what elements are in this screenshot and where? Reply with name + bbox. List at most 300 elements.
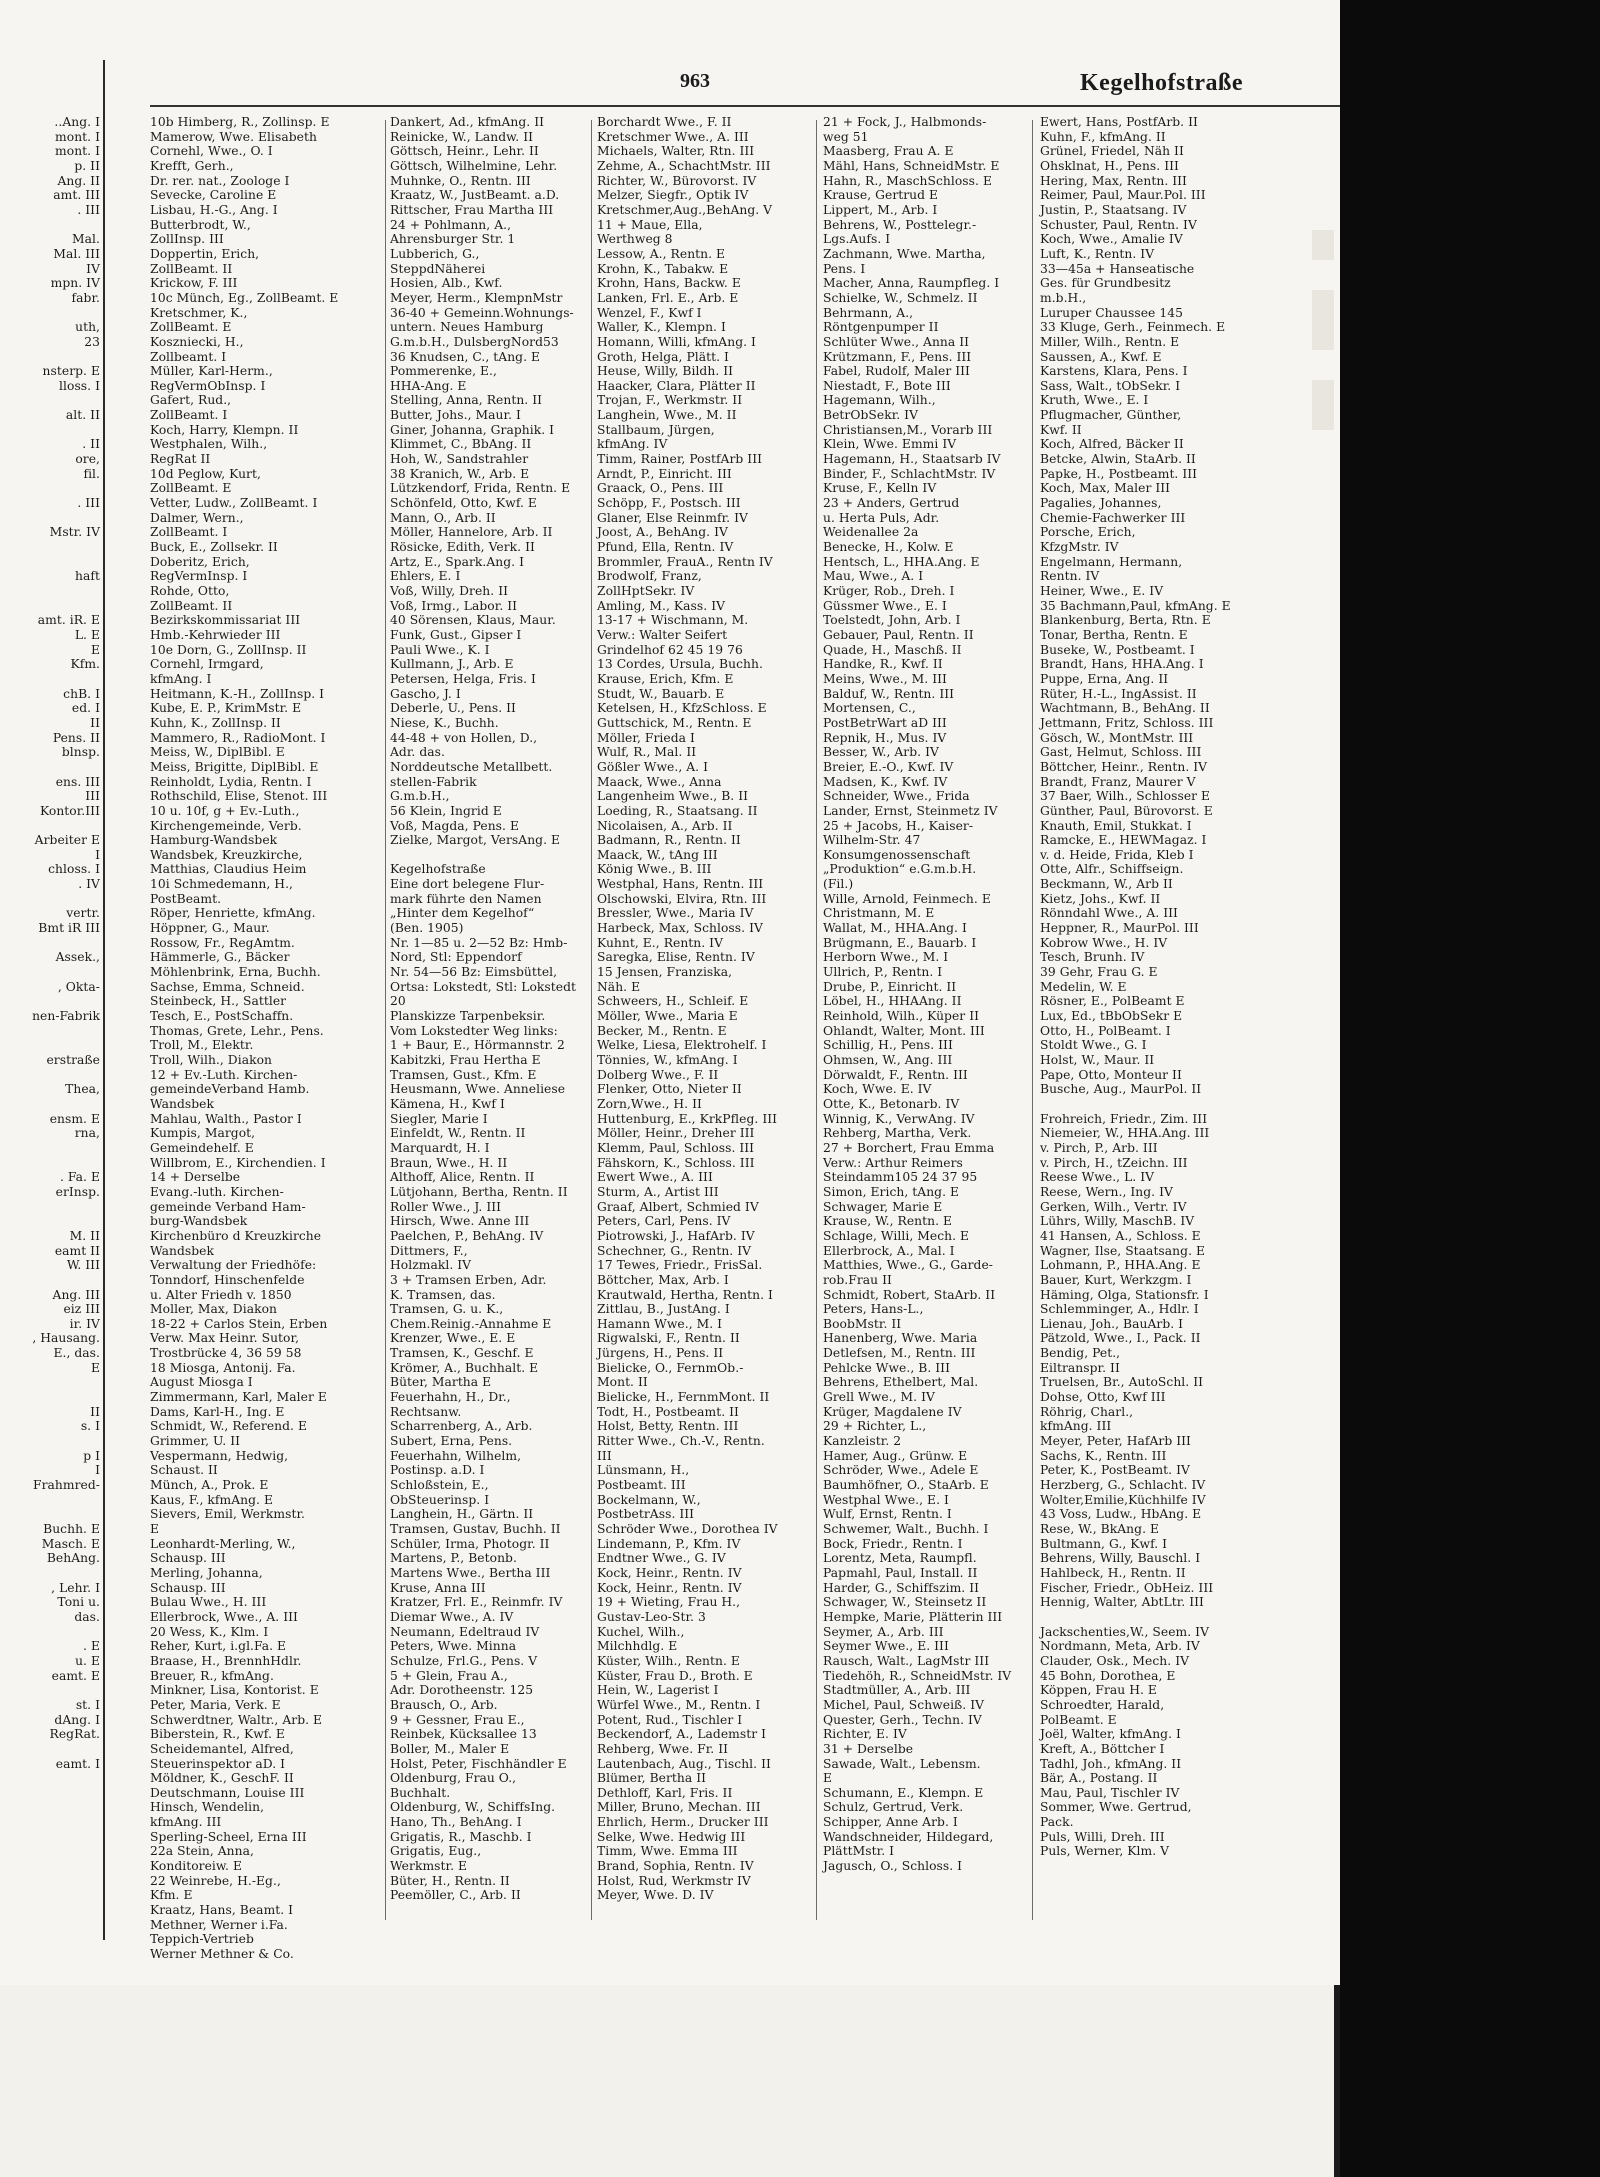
directory-entry: Jackschenties,W., Seem. IV	[1040, 1624, 1209, 1639]
directory-entry: Postbeamt. III	[597, 1478, 686, 1493]
directory-entry: Assek.,	[55, 950, 100, 965]
directory-entry: HHA-Ang. E	[390, 378, 467, 393]
directory-entry: Löbel, H., HHAAng. II	[823, 994, 962, 1009]
directory-entry: Schausp. III	[150, 1580, 226, 1595]
directory-entry	[0, 306, 100, 321]
directory-entry: Braase, H., BrennhHdlr.	[150, 1653, 302, 1668]
directory-entry: Ahrensburger Str. 1	[390, 232, 516, 247]
directory-entry: Tramsen, K., Geschf. E	[390, 1346, 534, 1361]
directory-entry: Wandsbek	[150, 1243, 215, 1258]
directory-entry: Sturm, A., Artist III	[597, 1184, 719, 1199]
directory-entry: Vetter, Ludw., ZollBeamt. I	[150, 496, 318, 511]
directory-entry: Heusmann, Wwe. Anneliese	[390, 1082, 566, 1097]
directory-entry: Althoff, Alice, Rentn. II	[390, 1170, 535, 1185]
directory-entry: Schulz, Gertrud, Verk.	[823, 1800, 964, 1815]
directory-entry: Scharrenberg, A., Arb.	[390, 1419, 533, 1434]
directory-entry: Tramsen, G. u. K.,	[390, 1302, 504, 1317]
directory-entry: Eiltranspr. II	[1040, 1360, 1120, 1375]
directory-entry: Ewert, Hans, PostfArb. II	[1040, 115, 1198, 129]
directory-entry: mpn. IV	[50, 276, 100, 291]
directory-entry: Siegler, Marie I	[390, 1111, 488, 1126]
directory-entry: Bockelmann, W.,	[597, 1492, 701, 1507]
directory-entry: Jettmann, Fritz, Schloss. III	[1040, 715, 1214, 730]
directory-entry: 23	[84, 334, 100, 349]
directory-entry: Bmt iR III	[38, 921, 100, 936]
directory-entry: Ehrlich, Herm., Drucker III	[597, 1815, 769, 1830]
directory-entry: Adr. das.	[390, 745, 445, 760]
directory-entry: Mal.	[72, 232, 100, 247]
directory-entry: Krause, Erich, Kfm. E	[597, 671, 734, 686]
directory-entry: Matthias, Claudius Heim	[150, 862, 307, 877]
directory-entry: Pack.	[1040, 1815, 1074, 1830]
directory-entry	[0, 1625, 100, 1640]
directory-entry: Krohn, Hans, Backw. E	[597, 276, 741, 291]
directory-entry	[0, 599, 100, 614]
directory-entry: Becker, M., Rentn. E	[597, 1023, 727, 1038]
directory-entry: Maack, W., tAng III	[597, 847, 718, 862]
directory-entry: Amling, M., Kass. IV	[597, 598, 726, 613]
directory-entry: Mortensen, C.,	[823, 701, 916, 716]
directory-entry: Schloßstein, E.,	[390, 1478, 489, 1493]
directory-entry: Giner, Johanna, Graphik. I	[390, 422, 555, 437]
directory-entry: Sawade, Walt., Lebensm.	[823, 1756, 981, 1771]
directory-entry: Nicolaisen, A., Arb. II	[597, 818, 733, 833]
directory-entry: Holst, Peter, Fischhändler E	[390, 1756, 567, 1771]
directory-entry: Mammero, R., RadioMont. I	[150, 730, 326, 745]
directory-entry: Vom Lokstedter Weg links:	[390, 1023, 558, 1038]
directory-entry: Kruse, Anna III	[390, 1580, 486, 1595]
directory-entry: 45 Bohn, Dorothea, E	[1040, 1668, 1176, 1683]
directory-entry: Rausch, Walt., LagMstr III	[823, 1653, 990, 1668]
directory-entry: Kruth, Wwe., E. I	[1040, 393, 1149, 408]
directory-entry: Bauer, Kurt, Werkzgm. I	[1040, 1272, 1192, 1287]
directory-entry: Kobrow Wwe., H. IV	[1040, 935, 1168, 950]
directory-entry: Nr. 54—56 Bz: Eimsbüttel,	[390, 965, 558, 980]
directory-entry: 10 u. 10f, g + Ev.-Luth.,	[150, 803, 300, 818]
directory-entry: Knauth, Emil, Stukkat. I	[1040, 818, 1192, 833]
directory-entry: u. Alter Friedh v. 1850	[150, 1287, 292, 1302]
directory-entry: Papke, H., Postbeamt. III	[1040, 466, 1198, 481]
directory-entry: mont. I	[55, 144, 100, 159]
directory-entry	[0, 1024, 100, 1039]
directory-entry: Pfund, Ella, Rentn. IV	[597, 540, 734, 555]
directory-entry: Chem.Reinig.-Annahme E	[390, 1316, 552, 1331]
directory-entry: Wallat, M., HHA.Ang. I	[823, 921, 967, 936]
directory-entry	[0, 672, 100, 687]
directory-entry: Kirchenbüro d Kreuzkirche	[150, 1228, 322, 1243]
directory-entry: Michel, Paul, Schweiß. IV	[823, 1697, 985, 1712]
directory-entry: Krützmann, F., Pens. III	[823, 349, 972, 364]
directory-entry: Deberle, U., Pens. II	[390, 701, 516, 716]
directory-entry: Rese, W., BkAng. E	[1040, 1522, 1160, 1536]
directory-entry: Heuse, Willy, Bildh. II	[597, 364, 734, 379]
directory-entry: Reinholdt, Lydia, Rentn. I	[150, 774, 312, 789]
directory-entry: Blümer, Bertha II	[597, 1771, 707, 1786]
directory-entry: Richter, W., Bürovorst. IV	[597, 173, 757, 188]
directory-entry: Hein, W., Lagerist I	[597, 1683, 719, 1698]
directory-entry	[0, 555, 100, 570]
directory-entry: Mstr. IV	[49, 525, 100, 540]
directory-entry: Weidenallee 2a	[823, 525, 919, 540]
directory-entry: Niese, K., Buchh.	[390, 715, 499, 730]
directory-entry: ed. I	[71, 701, 100, 716]
directory-entry: BetrObSekr. IV	[823, 408, 919, 423]
column-divider	[1032, 120, 1033, 1920]
directory-entry: BehAng.	[46, 1551, 100, 1566]
directory-entry: Kuhnt, E., Rentn. IV	[597, 935, 724, 950]
directory-entry: Holst, Rud, Werkmstr IV	[597, 1873, 751, 1888]
directory-entry: Voß, Willy, Dreh. II	[390, 584, 509, 598]
directory-entry: erInsp.	[55, 1184, 100, 1199]
directory-entry: Hano, Th., BehAng. I	[390, 1815, 522, 1830]
directory-entry: Gerken, Wilh., Vertr. IV	[1040, 1199, 1187, 1214]
directory-entry: Michaels, Walter, Rtn. III	[597, 144, 755, 159]
page-gutter	[103, 60, 105, 1940]
directory-entry: Göttsch, Wilhelmine, Lehr.	[390, 158, 558, 173]
directory-entry: Karstens, Klara, Pens. I	[1040, 364, 1188, 379]
directory-entry: Gascho, J. I	[390, 686, 461, 701]
directory-entry: Justin, P., Staatsang. IV	[1040, 202, 1187, 217]
directory-entry: gemeinde Verband Ham-	[150, 1199, 306, 1214]
directory-entry: Hirsch, Wwe. Anne III	[390, 1214, 530, 1229]
directory-entry: 10b Himberg, R., Zollinsp. E	[150, 115, 330, 129]
directory-entry: ZollBeamt. E	[150, 481, 232, 496]
directory-entry: Krickow, F. III	[150, 276, 238, 291]
directory-entry: Balduf, W., Rentn. III	[823, 686, 955, 701]
directory-entry: Buseke, W., Postbeamt. I	[1040, 642, 1195, 657]
directory-entry: I	[95, 847, 100, 862]
directory-entry: August Miosga I	[150, 1375, 253, 1390]
directory-entry: mont. I	[55, 129, 100, 144]
directory-entry: ZollBeamt. I	[150, 525, 228, 540]
directory-entry: 3 + Tramsen Erben, Adr.	[390, 1272, 547, 1287]
directory-entry: Clauder, Osk., Mech. IV	[1040, 1653, 1190, 1668]
directory-entry: Handke, R., Kwf. II	[823, 657, 943, 672]
directory-entry: Kuhn, F., kfmAng. II	[1040, 129, 1166, 144]
directory-entry: 18-22 + Carlos Stein, Erben	[150, 1316, 328, 1331]
directory-entry: Binder, F., SchlachtMstr. IV	[823, 466, 996, 481]
directory-entry: vertr.	[66, 906, 100, 921]
directory-entry: Mal. III	[53, 246, 100, 261]
directory-entry: Reher, Kurt, i.gl.Fa. E	[150, 1639, 287, 1654]
directory-entry: Petersen, Helga, Fris. I	[390, 671, 536, 686]
directory-entry: kfmAng. III	[150, 1815, 222, 1830]
directory-entry: Kruse, F., Kelln IV	[823, 481, 937, 496]
directory-entry: Graaf, Albert, Schmied IV	[597, 1199, 759, 1214]
directory-entry: Möller, Wwe., Maria E	[597, 1009, 738, 1024]
directory-entry: Gast, Helmut, Schloss. III	[1040, 745, 1202, 760]
directory-entry	[0, 481, 100, 496]
directory-entry: Nr. 1—85 u. 2—52 Bz: Hmb-	[390, 935, 568, 950]
directory-entry: Methner, Werner i.Fa.	[150, 1917, 288, 1932]
directory-entry: Breier, E.-O., Kwf. IV	[823, 759, 954, 774]
directory-entry: 37 Baer, Wilh., Schlosser E	[1040, 789, 1211, 804]
directory-entry: Sevecke, Caroline E	[150, 188, 277, 203]
directory-entry: Beckmann, W., Arb II	[1040, 877, 1173, 892]
directory-entry: Nord, Stl: Eppendorf	[390, 950, 522, 965]
directory-entry: Zorn,Wwe., H. II	[597, 1096, 702, 1111]
directory-entry: Ullrich, P., Rentn. I	[823, 965, 943, 980]
directory-entry: Schröder Wwe., Dorothea IV	[597, 1522, 778, 1536]
directory-entry: Dalmer, Wern.,	[150, 510, 244, 525]
directory-entry: Kaus, F., kfmAng. E	[150, 1492, 273, 1507]
directory-entry: 27 + Borchert, Frau Emma	[823, 1140, 995, 1155]
directory-entry: Rösicke, Edith, Verk. II	[390, 540, 535, 555]
directory-entry: eamt II	[54, 1243, 100, 1258]
directory-entry: lloss. I	[59, 378, 100, 393]
directory-entry: Cornehl, Irmgard,	[150, 657, 264, 672]
directory-entry: Grigatis, Eug.,	[390, 1844, 482, 1859]
directory-entry: Saregka, Elise, Rentn. IV	[597, 950, 755, 965]
directory-entry: 20	[390, 994, 406, 1009]
directory-entry: Toelstedt, John, Arb. I	[823, 613, 961, 628]
directory-entry: Lienau, Joh., BauArb. I	[1040, 1316, 1184, 1331]
directory-entry	[0, 511, 100, 526]
directory-entry: rob.Frau II	[823, 1272, 892, 1287]
directory-entry: 5 + Glein, Frau A.,	[390, 1668, 508, 1683]
directory-entry: Tesch, E., PostSchaffn.	[150, 1009, 294, 1024]
directory-entry: Ramcke, E., HEWMagaz. I	[1040, 833, 1207, 848]
directory-entry: 33 Kluge, Gerh., Feinmech. E	[1040, 320, 1226, 335]
directory-entry: Niestadt, F., Bote III	[823, 378, 951, 393]
directory-entry: Sachse, Emma, Schneid.	[150, 979, 305, 994]
directory-entry: 24 + Pohlmann, A.,	[390, 217, 512, 232]
directory-entry: Gösch, W., MontMstr. III	[1040, 730, 1194, 745]
directory-entry: Koch, Wwe. E. IV	[823, 1082, 932, 1097]
directory-entry	[0, 1097, 100, 1112]
directory-entry: Zielke, Margot, VersAng. E	[390, 833, 561, 848]
directory-entry: Schöpp, F., Postsch. III	[597, 496, 741, 511]
directory-entry: Hempke, Marie, Plätterin III	[823, 1609, 1003, 1624]
directory-entry: Schwemer, Walt., Buchh. I	[823, 1522, 989, 1536]
directory-entry: Böttcher, Heinr., Rentn. IV	[1040, 759, 1208, 774]
directory-entry: Kretschmer Wwe., A. III	[597, 129, 749, 144]
directory-entry: Ges. für Grundbesitz	[1040, 276, 1171, 291]
directory-entry: das.	[74, 1609, 100, 1624]
directory-entry: Ritter Wwe., Ch.-V., Rentn.	[597, 1434, 765, 1449]
directory-entry: Ohmsen, W., Ang. III	[823, 1053, 953, 1067]
directory-entry: Heitmann, K.-H., ZollInsp. I	[150, 686, 325, 701]
directory-entry: Göttsch, Heinr., Lehr. II	[390, 144, 539, 159]
directory-entry: Werner Methner & Co.	[150, 1947, 294, 1962]
directory-entry: Madsen, K., Kwf. IV	[823, 774, 948, 789]
directory-entry: Heppner, R., MaurPol. III	[1040, 921, 1199, 936]
directory-entry: Bär, A., Postang. II	[1040, 1771, 1158, 1786]
directory-entry: Rönndahl Wwe., A. III	[1040, 906, 1178, 921]
directory-entry: Reinhold, Wilh., Küper II	[823, 1009, 980, 1024]
directory-entry: Kretschmer,Aug.,BehAng. V	[597, 202, 773, 217]
directory-entry: (Ben. 1905)	[390, 921, 464, 936]
directory-entry: Merling, Johanna,	[150, 1565, 263, 1580]
directory-entry: Schwerdtner, Waltr., Arb. E	[150, 1712, 323, 1727]
directory-entry: Meyer, Wwe. D. IV	[597, 1888, 714, 1903]
directory-entry: Rittscher, Frau Martha III	[390, 202, 554, 217]
directory-entry: st. I	[75, 1697, 100, 1712]
directory-entry: uth,	[75, 320, 100, 335]
page-number: 963	[680, 70, 710, 92]
directory-entry: Klein, Wwe. Emmi IV	[823, 437, 957, 452]
directory-entry: Müller, Karl-Herm.,	[150, 364, 273, 379]
directory-entry: Koch, Max, Maler III	[1040, 481, 1171, 496]
directory-entry: Ang. III	[52, 1287, 100, 1302]
directory-entry: Meiss, W., DiplBibl. E	[150, 745, 285, 760]
directory-entry: Dethloff, Karl, Fris. II	[597, 1785, 733, 1800]
directory-entry	[0, 936, 100, 951]
directory-entry: s. I	[80, 1419, 100, 1434]
directory-entry: mark führte den Namen	[390, 891, 542, 906]
directory-entry: Thea,	[65, 1082, 100, 1097]
directory-entry: ZollHptSekr. IV	[597, 584, 695, 598]
directory-entry: BoobMstr. II	[823, 1316, 902, 1331]
directory-entry: Moller, Max, Diakon	[150, 1302, 278, 1317]
directory-entry: Jagusch, O., Schloss. I	[823, 1859, 963, 1874]
directory-entry	[390, 848, 590, 863]
directory-entry: Zittlau, B., JustAng. I	[597, 1302, 730, 1317]
directory-entry: Buchhalt.	[390, 1785, 451, 1800]
directory-entry: Schroedter, Harald,	[1040, 1697, 1165, 1712]
directory-entry: ZollInsp. III	[150, 232, 224, 247]
directory-entry	[0, 350, 100, 365]
directory-entry: Troll, Wilh., Diakon	[150, 1053, 272, 1067]
directory-entry: Sperling-Scheel, Erna III	[150, 1829, 307, 1844]
column-5	[1040, 115, 1255, 1925]
directory-entry: Minkner, Lisa, Kontorist. E	[150, 1683, 319, 1698]
directory-entry: ZollBeamt. E	[150, 320, 232, 335]
directory-entry: 1 + Baur, E., Hörmannstr. 2	[390, 1038, 565, 1053]
directory-entry: Ortsa: Lokstedt, Stl: Lokstedt	[390, 979, 576, 994]
directory-entry: Toni u.	[57, 1595, 100, 1610]
directory-entry: Rehberg, Wwe. Fr. II	[597, 1741, 729, 1756]
directory-entry: Chemie-Fachwerker III	[1040, 510, 1186, 525]
directory-entry: I	[95, 1463, 100, 1478]
directory-entry: Blankenburg, Berta, Rtn. E	[1040, 613, 1211, 628]
directory-entry: Konditoreiw. E	[150, 1859, 242, 1874]
directory-entry: M. II	[69, 1228, 100, 1243]
directory-entry: KfzgMstr. IV	[1040, 540, 1119, 555]
directory-entry: . III	[77, 496, 100, 511]
directory-entry: Schmidt, Robert, StaArb. II	[823, 1287, 996, 1302]
directory-entry: Marquardt, H. I	[390, 1140, 490, 1155]
directory-entry: 36-40 + Gemeinn.Wohnungs-	[390, 305, 574, 320]
directory-entry: Dams, Karl-H., Ing. E	[150, 1404, 285, 1419]
directory-entry: L. E	[74, 627, 100, 642]
directory-entry: Schaust. II	[150, 1463, 218, 1478]
directory-entry: Gebauer, Paul, Rentn. II	[823, 627, 974, 642]
directory-entry: Rohde, Otto,	[150, 584, 230, 598]
directory-entry: p I	[83, 1448, 100, 1463]
directory-entry: ens. III	[55, 774, 100, 789]
directory-entry: Drube, P., Einricht. II	[823, 979, 957, 994]
directory-entry: Tramsen, Gust., Kfm. E	[390, 1067, 537, 1082]
directory-entry: Fähskorn, K., Schloss. III	[597, 1155, 755, 1170]
directory-entry: Rechtsanw.	[390, 1404, 462, 1419]
directory-entry: Bielicke, O., FernmOb.-	[597, 1360, 744, 1375]
directory-entry: Bendig, Pet.,	[1040, 1346, 1121, 1361]
directory-entry: Ellerbrock, A., Mal. I	[823, 1243, 955, 1258]
directory-entry: Kfm. E	[150, 1888, 193, 1903]
directory-entry: Tönnies, W., kfmAng. I	[597, 1053, 738, 1067]
directory-entry: Hamer, Aug., Grünw. E	[823, 1448, 968, 1463]
directory-entry: Dankert, Ad., kfmAng. II	[390, 115, 545, 129]
directory-entry: (Fil.)	[823, 877, 854, 892]
directory-entry: Schumann, E., Klempn. E	[823, 1785, 984, 1800]
directory-entry: 31 + Derselbe	[823, 1741, 914, 1756]
directory-entry: Brandt, Franz, Maurer V	[1040, 774, 1196, 789]
directory-entry: Lgs.Aufs. I	[823, 232, 891, 247]
directory-entry: Dohse, Otto, Kwf III	[1040, 1390, 1166, 1405]
directory-entry: untern. Neues Hamburg	[390, 320, 544, 335]
directory-entry: Saussen, A., Kwf. E	[1040, 349, 1162, 364]
directory-entry: Frahmred-	[33, 1478, 100, 1493]
directory-entry: Möller, Frieda I	[597, 730, 695, 745]
directory-entry: 25 + Jacobs, H., Kaiser-	[823, 818, 974, 833]
column-4	[823, 115, 1028, 1925]
directory-entry: Trojan, F., Werkmstr. II	[597, 393, 743, 408]
directory-entry: Wille, Arnold, Feinmech. E	[823, 891, 991, 906]
directory-entry: Lindemann, P., Kfm. IV	[597, 1536, 741, 1551]
directory-entry: 33—45a + Hanseatische	[1040, 261, 1195, 276]
directory-entry: Beckendorf, A., Lademstr I	[597, 1727, 767, 1742]
directory-entry: Schlemminger, A., Hdlr. I	[1040, 1302, 1199, 1317]
directory-entry: Böttcher, Max, Arb. I	[597, 1272, 729, 1287]
directory-entry: Endtner Wwe., G. IV	[597, 1551, 726, 1566]
directory-entry: Dörwaldt, F., Rentn. III	[823, 1067, 968, 1082]
directory-entry: Schönfeld, Otto, Kwf. E	[390, 496, 537, 511]
directory-entry: Loeding, R., Staatsang. II	[597, 803, 758, 818]
directory-entry: , Okta-	[57, 979, 100, 994]
directory-entry: Piotrowski, J., HafArb. IV	[597, 1228, 755, 1243]
directory-entry: Ang. II	[57, 173, 100, 188]
directory-entry: Repnik, H., Mus. IV	[823, 730, 947, 745]
directory-entry: Wandschneider, Hildegard,	[823, 1829, 994, 1844]
directory-entry: ZollBeamt. II	[150, 261, 233, 276]
directory-entry: , Hausang.	[32, 1331, 100, 1346]
directory-entry: eiz III	[63, 1302, 100, 1317]
directory-entry: Todt, H., Postbeamt. II	[597, 1404, 739, 1419]
directory-entry: Voß, Irmg., Labor. II	[390, 598, 518, 613]
running-street-title: Kegelhofstraße	[1080, 70, 1243, 96]
directory-entry: Busche, Aug., MaurPol. II	[1040, 1082, 1202, 1097]
directory-entry: u. E	[75, 1653, 100, 1668]
directory-entry: Stallbaum, Jürgen,	[597, 422, 715, 437]
directory-entry: PolBeamt. E	[1040, 1712, 1117, 1727]
directory-entry: Buchh. E	[43, 1522, 100, 1536]
directory-entry: Roller Wwe., J. III	[390, 1199, 502, 1214]
directory-entry: ObSteuerinsp. I	[390, 1492, 490, 1507]
directory-entry: Röper, Henriette, kfmAng.	[150, 906, 316, 921]
directory-entry: ZollBeamt. I	[150, 408, 228, 423]
directory-entry: PostbetrAss. III	[597, 1507, 695, 1522]
directory-entry: Breuer, R., kfmAng.	[150, 1668, 274, 1683]
directory-entry: eamt. I	[55, 1756, 100, 1771]
directory-entry: Besser, W., Arb. IV	[823, 745, 939, 760]
directory-entry: 36 Knudsen, C., tAng. E	[390, 349, 541, 364]
directory-entry: Münch, A., Prok. E	[150, 1478, 269, 1493]
directory-entry: Luft, K., Rentn. IV	[1040, 246, 1155, 261]
directory-entry: v. d. Heide, Frida, Kleb I	[1040, 847, 1194, 862]
directory-entry: Bultmann, G., Kwf. I	[1040, 1536, 1168, 1551]
directory-entry: ir. IV	[69, 1316, 100, 1331]
directory-entry: Küster, Wilh., Rentn. E	[597, 1653, 740, 1668]
directory-entry: Kretschmer, K.,	[150, 305, 248, 320]
directory-entry: Holzmakl. IV	[390, 1258, 472, 1273]
directory-entry: Kanzleistr. 2	[823, 1434, 902, 1449]
directory-entry: Hosien, Alb., Kwf.	[390, 276, 503, 291]
directory-entry: Hering, Max, Rentn. III	[1040, 173, 1187, 188]
directory-entry: Haacker, Clara, Plätter II	[597, 378, 756, 393]
directory-entry: Olschowski, Elvira, Rtn. III	[597, 891, 767, 906]
directory-entry: rna,	[74, 1126, 100, 1141]
